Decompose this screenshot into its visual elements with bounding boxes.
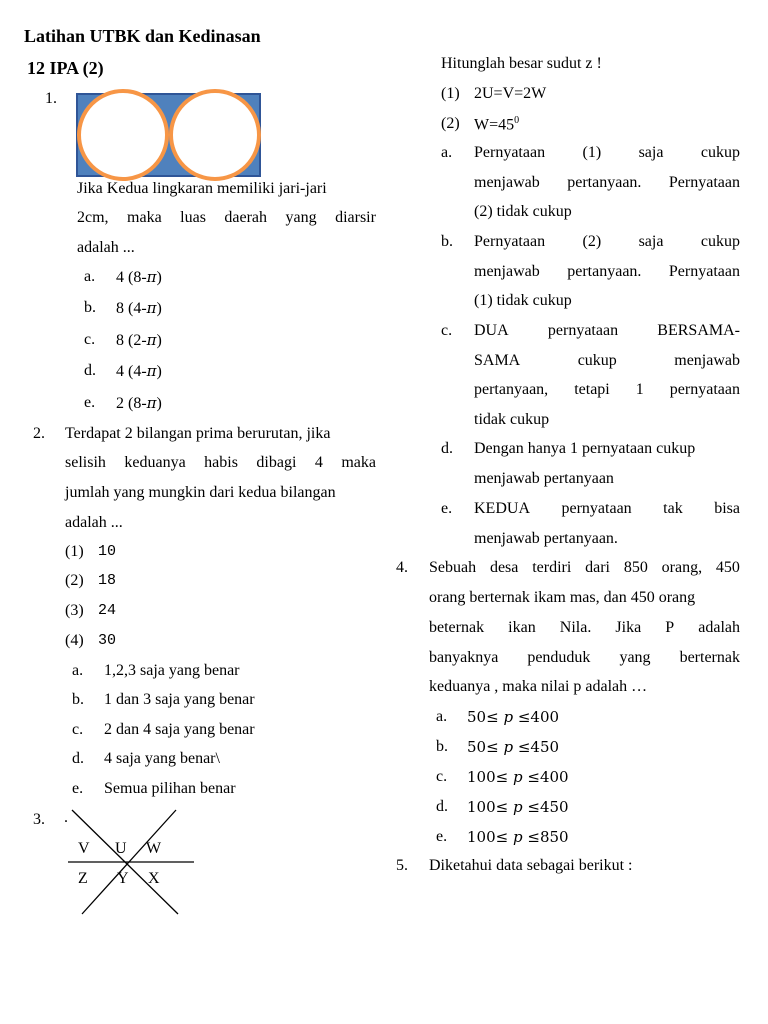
q4-stem-line-5: keduanya , maka nilai p adalah … — [429, 678, 648, 695]
q2-stem-line-3: jumlah yang mungkin dari kedua bilangan — [65, 484, 336, 501]
q4-option-b[interactable]: b. 50≤ p ≤450 — [436, 738, 560, 756]
angle-label-v: V — [78, 840, 90, 857]
q1-option-e[interactable]: e. 2 (8-π) — [84, 394, 162, 412]
q5-stem: Diketahui data sebagai berikut : — [429, 857, 633, 874]
worksheet-page: Latihan UTBK dan Kedinasan 12 IPA (2) 1. Jika Kedua lingkaran memiliki jari-jari 2cm, maka luas daerah yang diarsir adalah ... a. 4 (8-π) b. 8 (4-π) c. 8 (2-π) d. 4 (4-π) e. 2 (8-π) 2. Terdapat 2 bilangan prima berurutan, jika selisih keduanya habis dibagi 4 maka jumlah yang mungkin dari kedua bilangan adalah ... (1) 10 (2) 18 (3) 24 (4) 30 a. 1,2,3 saja yang benar b. 1 dan 3 saja yang benar c. 2 dan 4 saja yang benar d. 4 saja yang benar\ e. Semua pilihan benar 3. . V U W Z Y X Hitunglah besar sudut z ! (1) 2U=V=2W (2) $W=45^0$ a. Pernyataan (1) saja cukup menjawab pertanyaan. Pernyataan (2) tidak cukup b. Pernyataan (2) saja cukup menjawab pertanyaan. Pernyataan (1) tidak cukup c. DUA pernyataan BERSAMA- SAMA cukup menjawab pertanyaan, tetapi 1 pernyataan tidak cukup d. Dengan hanya 1 pernyataan cukup menjawab pertanyaan e. KEDUA pernyataan tak bisa menjawab pertanyaan. 4. Sebuah desa terdiri dari 850 orang, 450 orang berternak ikam mas, dan 450 orang beternak ikan Nila. Jika P adalah banyaknya penduduk yang berternak keduanya , maka nilai p adalah … a. 50≤ p ≤400 b. 50≤ p ≤450 c. 100≤ p ≤400 d. 100≤ p ≤450 e. 100≤ p ≤850 5. Diketahui data sebagai berikut : — [0, 0, 768, 1024]
q2-stem-line-4: adalah ... — [65, 514, 123, 531]
q2-option-d[interactable]: d. 4 saja yang benar\ — [72, 750, 220, 767]
option-letter: a. — [84, 268, 96, 285]
option-letter: e. — [84, 394, 96, 411]
q1-number: 1. — [45, 90, 57, 107]
q2-statement-3: (3) 24 — [65, 602, 117, 619]
figure-circle-right — [171, 91, 259, 179]
option-text: 4 (4- — [116, 363, 147, 380]
q4-option-e[interactable]: e. 100≤ p ≤850 — [436, 828, 569, 846]
q2-statement-4: (4) 30 — [65, 632, 117, 649]
angle-label-u: U — [115, 840, 127, 857]
q4-stem-line-2: orang berternak ikam mas, dan 450 orang — [429, 589, 696, 606]
figure-circle-left — [79, 91, 167, 179]
pi-symbol: π — [146, 299, 157, 317]
q2-statement-2: (2) 18 — [65, 572, 117, 589]
q1-stem-line-2: 2cm, maka luas daerah yang diarsir — [77, 209, 376, 226]
option-text: 8 (2- — [116, 332, 147, 349]
q2-stem-line-2: selisih keduanya habis dibagi 4 maka — [65, 454, 376, 471]
angle-label-y: Y — [117, 870, 129, 887]
option-letter: d. — [84, 362, 96, 379]
q4-stem-line-3: beternak ikan Nila. Jika P adalah — [429, 619, 740, 636]
pi-symbol: π — [146, 331, 157, 349]
worksheet-title: Latihan UTBK dan Kedinasan — [24, 26, 261, 46]
option-text: 8 (4- — [116, 300, 147, 317]
q3-dot: . — [64, 809, 68, 826]
pi-symbol: π — [146, 362, 157, 380]
q3-intersecting-lines-figure — [60, 810, 200, 915]
angle-label-z: Z — [78, 870, 88, 887]
q4-option-a[interactable]: a. 50≤ p ≤400 — [436, 708, 560, 726]
q1-option-b[interactable]: b. 8 (4-π) — [84, 299, 162, 317]
q1-option-d[interactable]: d. 4 (4-π) — [84, 362, 162, 380]
q3-question: Hitunglah besar sudut z ! — [441, 55, 602, 72]
q5-number: 5. — [396, 857, 408, 874]
option-letter: c. — [84, 331, 96, 348]
q2-stem-line-1: Terdapat 2 bilangan prima berurutan, jika — [65, 425, 331, 442]
q1-option-a[interactable]: a. 4 (8-π) — [84, 268, 162, 286]
q2-option-e[interactable]: e. Semua pilihan benar — [72, 780, 236, 797]
q2-option-b[interactable]: b. 1 dan 3 saja yang benar — [72, 691, 255, 708]
option-text: 4 (8- — [116, 269, 147, 286]
option-letter: b. — [84, 299, 96, 316]
q1-circles-figure — [76, 93, 262, 177]
q1-option-c[interactable]: c. 8 (2-π) — [84, 331, 162, 349]
q4-stem-line-1: Sebuah desa terdiri dari 850 orang, 450 — [429, 559, 740, 576]
q3-statement-2: (2) $W=45^0$ — [441, 115, 520, 134]
option-letter: a. — [441, 144, 453, 161]
option-text: 2 (8- — [116, 395, 147, 412]
q3-number: 3. — [33, 811, 45, 828]
class-label: 12 IPA (2) — [27, 58, 104, 78]
q4-option-d[interactable]: d. 100≤ p ≤450 — [436, 798, 569, 816]
option-letter: e. — [441, 500, 453, 517]
angle-label-w: W — [146, 840, 162, 857]
angle-label-x: X — [148, 870, 160, 887]
q2-statement-1: (1) 10 — [65, 543, 117, 560]
q1-stem-w1: 2cm, — [77, 209, 109, 226]
pi-symbol: π — [146, 394, 157, 412]
degree-superscript: 0 — [514, 115, 520, 126]
q4-number: 4. — [396, 559, 408, 576]
q3-statement-1: (1) 2U=V=2W — [441, 85, 547, 102]
q2-option-c[interactable]: c. 2 dan 4 saja yang benar — [72, 721, 255, 738]
q2-option-a[interactable]: a. 1,2,3 saja yang benar — [72, 662, 240, 679]
q4-option-c[interactable]: c. 100≤ p ≤400 — [436, 768, 569, 786]
q1-stem-line-1: Jika Kedua lingkaran memiliki jari-jari — [77, 180, 327, 197]
q2-number: 2. — [33, 425, 45, 442]
option-letter: c. — [441, 322, 453, 339]
pi-symbol: π — [146, 268, 157, 286]
option-letter: b. — [441, 233, 453, 250]
option-letter: d. — [441, 440, 453, 457]
q1-stem-line-3: adalah ... — [77, 239, 135, 256]
q4-stem-line-4: banyaknya penduduk yang berternak — [429, 649, 740, 666]
